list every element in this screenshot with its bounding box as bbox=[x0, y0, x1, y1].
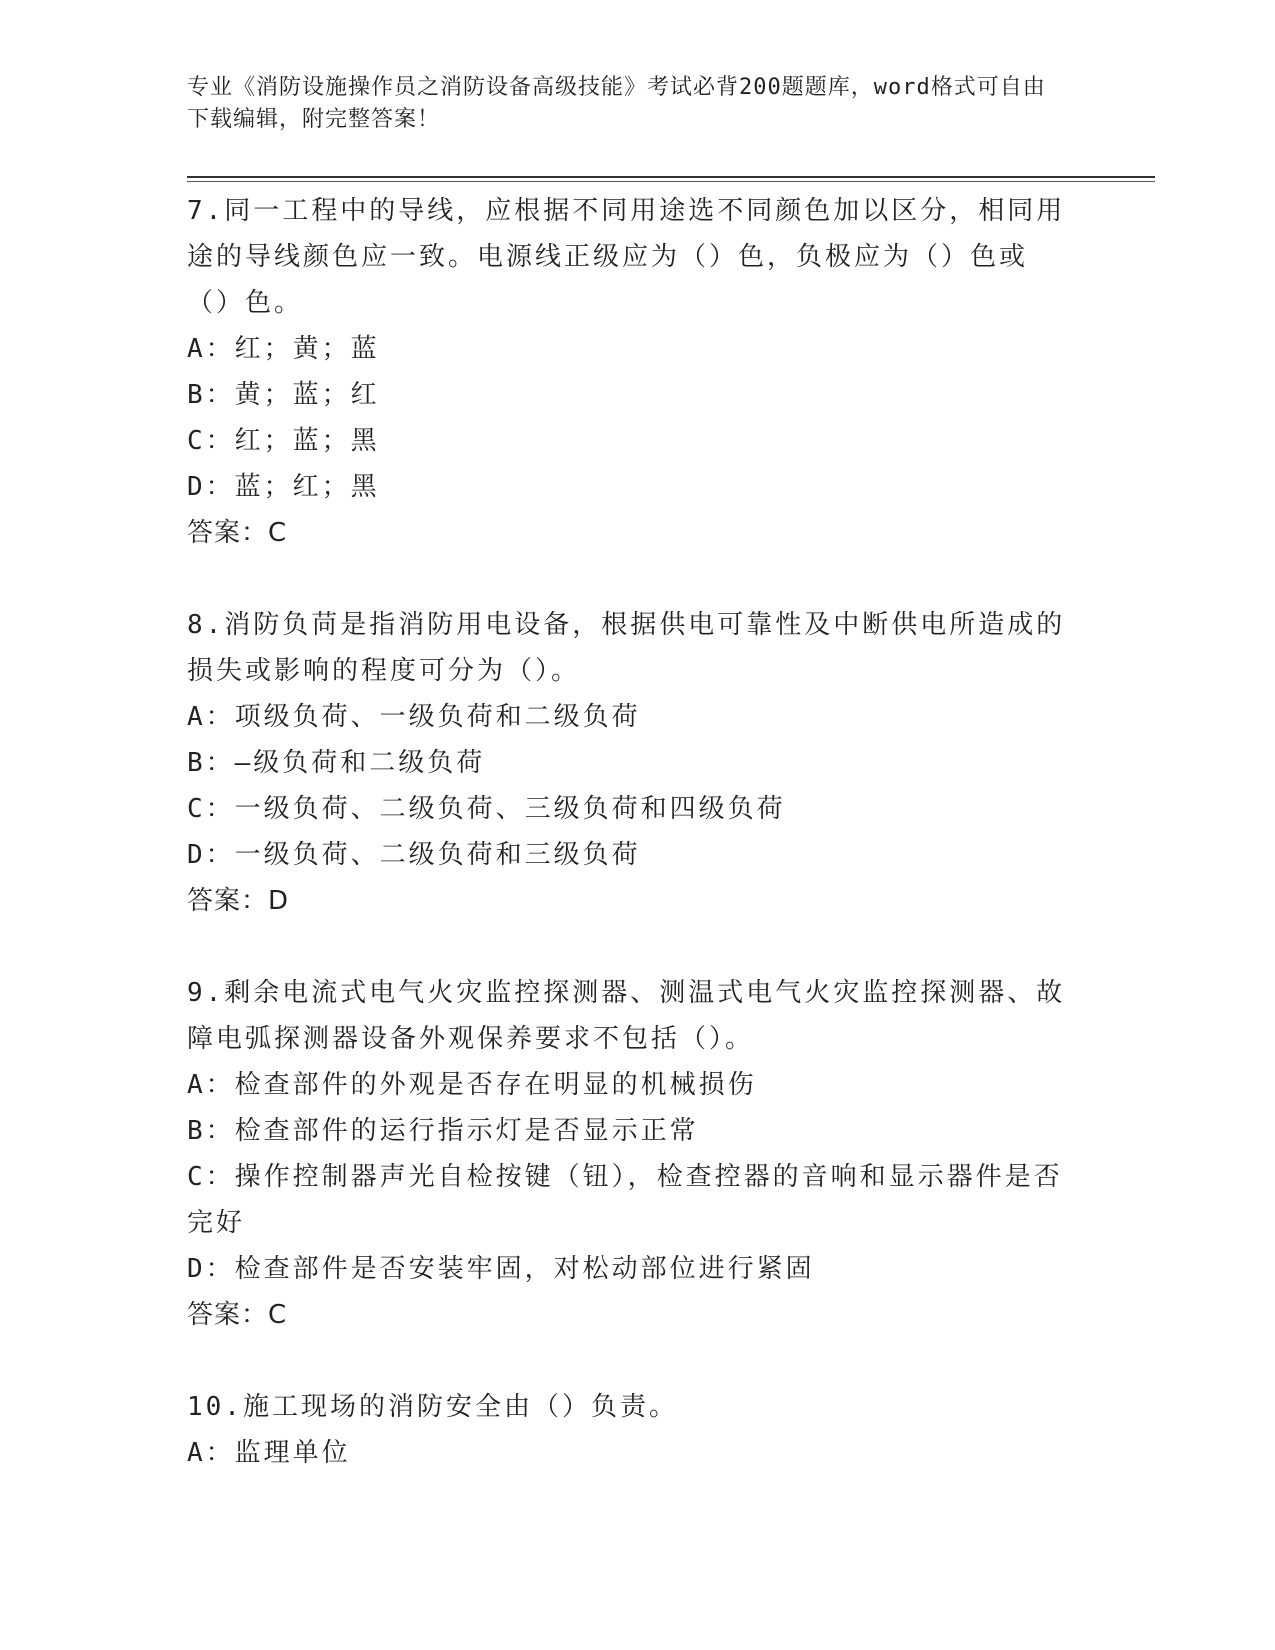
option-b: B：黄；蓝；红 bbox=[187, 380, 380, 410]
question-stem: 8.消防负苘是指消防用电设备，根据供电可靠性及中断供电所造成的损失或影响的程度可分为（）。 bbox=[187, 610, 1066, 686]
option-c: C：一级负荷、二级负荷、三级负荷和四级负荷 bbox=[187, 794, 786, 824]
document-header-intro: 专业《消防设施操作员之消防设备高级技能》考试必背200题题库，word格式可自由下载编辑，附完整答案！ bbox=[187, 75, 1046, 132]
option-d: D：蓝；红；黑 bbox=[187, 472, 380, 502]
option-a: A：红；黄；蓝 bbox=[187, 334, 380, 364]
option-c: C：操作控制器声光自检按键（钮），检查控器的音响和显示器件是否完好 bbox=[187, 1162, 1063, 1238]
option-a: A：检查部件的外观是否存在明显的机械损伤 bbox=[187, 1070, 757, 1100]
spacer bbox=[187, 1338, 1067, 1384]
option-b: B：—级负荷和二级负荷 bbox=[187, 748, 486, 778]
question-8 bbox=[187, 602, 1067, 924]
question-10 bbox=[187, 1384, 1067, 1476]
answer-line: 答案：C bbox=[187, 1300, 288, 1330]
question-stem: 9.剩余电流式电气火灾监控探测器、测温式电气火灾监控探测器、故障电弧探测器设备外观保养要求不包括（）。 bbox=[187, 978, 1066, 1054]
option-a: A：监理单位 bbox=[187, 1438, 351, 1468]
spacer bbox=[187, 924, 1067, 970]
question-list bbox=[187, 188, 1067, 1476]
answer-line: 答案：D bbox=[187, 886, 290, 916]
header-divider-thin bbox=[187, 181, 1155, 182]
answer-line: 答案：C bbox=[187, 518, 288, 548]
option-c: C：红；蓝；黑 bbox=[187, 426, 380, 456]
question-9 bbox=[187, 970, 1067, 1338]
spacer bbox=[187, 556, 1067, 602]
question-stem: 10.施工现场的消防安全由（）负责。 bbox=[187, 1392, 678, 1422]
option-d: D：一级负荷、二级负荷和三级负荷 bbox=[187, 840, 641, 870]
option-b: B：检查部件的运行指示灯是否显示正常 bbox=[187, 1116, 699, 1146]
header-divider-thick bbox=[187, 176, 1155, 178]
question-7 bbox=[187, 188, 1067, 556]
question-stem: 7.同一工程中的导线，应根据不同用途选不同颜色加以区分，相同用途的导线颜色应一致。电源线正级应为（）色，负极应为（）色或（）色。 bbox=[187, 196, 1066, 318]
option-a: A：项级负荷、一级负荷和二级负荷 bbox=[187, 702, 641, 732]
option-d: D：检查部件是否安装牢固，对松动部位进行紧固 bbox=[187, 1254, 815, 1284]
